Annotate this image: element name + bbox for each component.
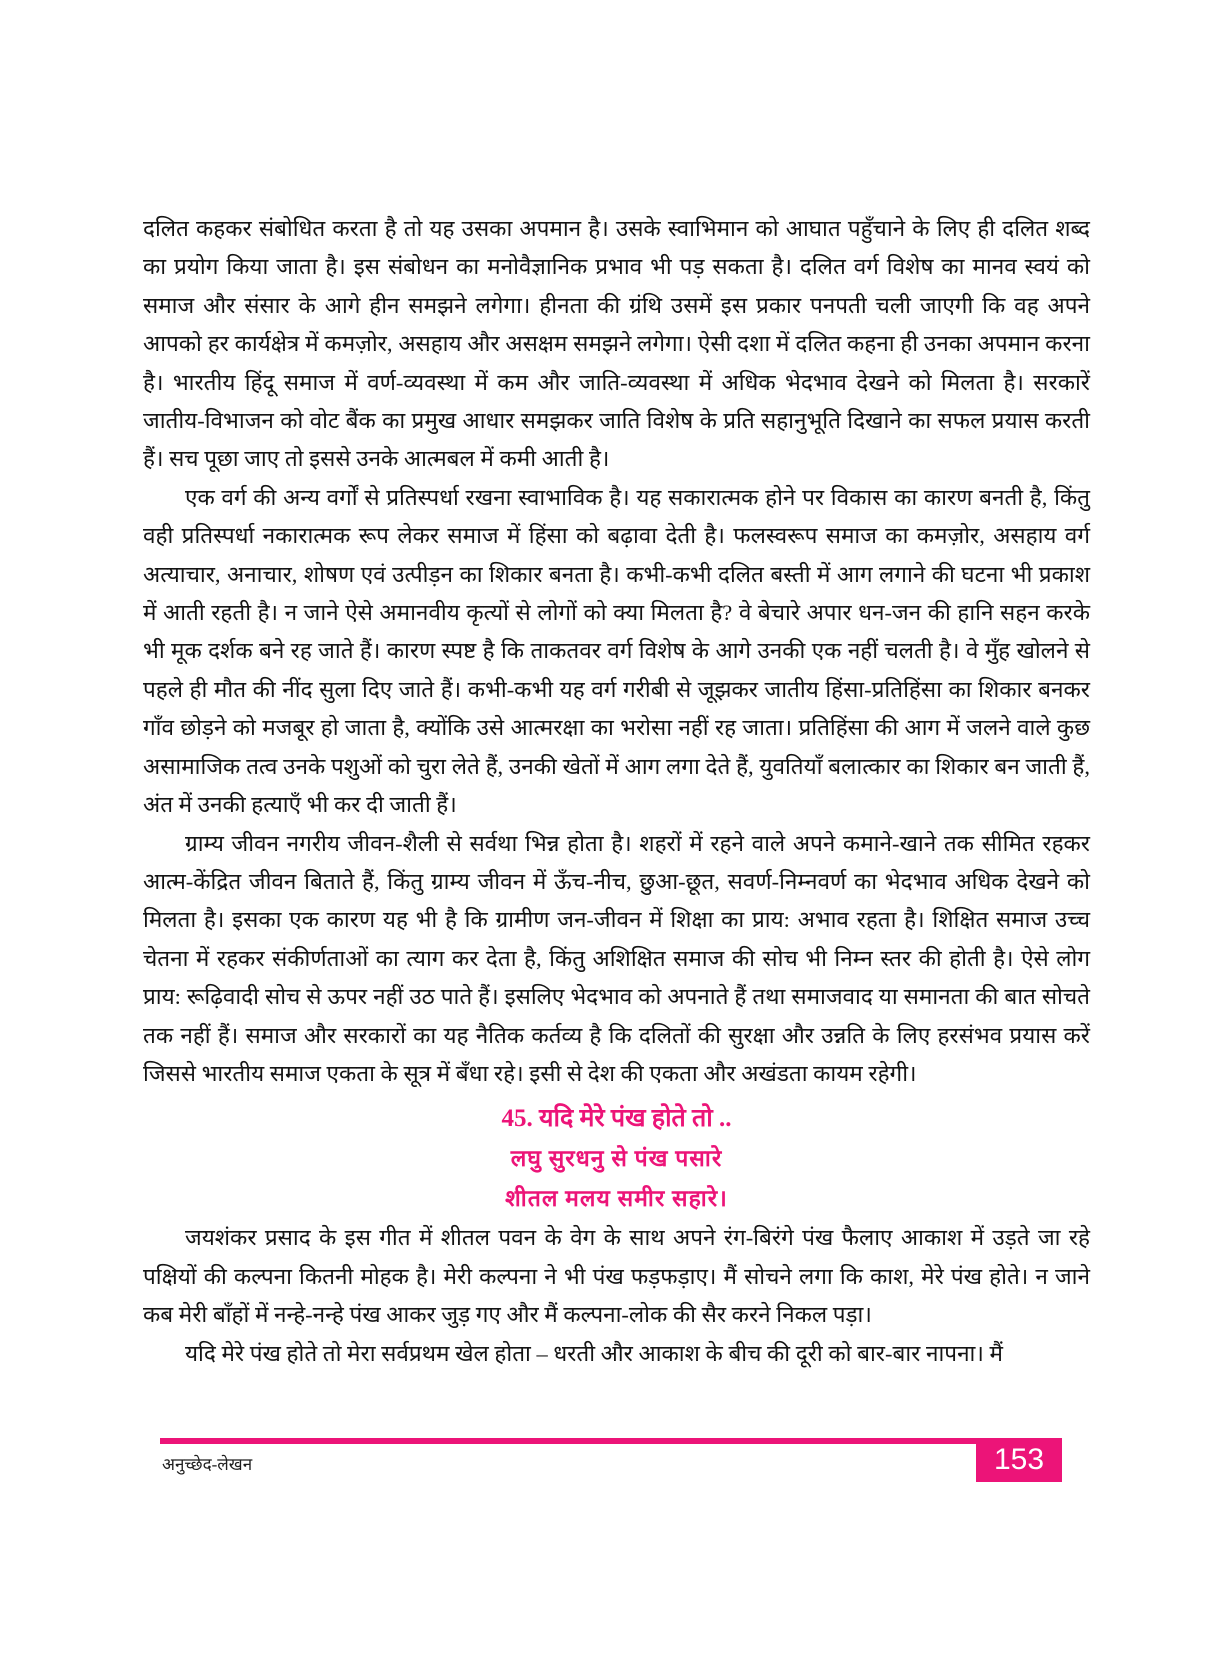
paragraph-jaishankar-prasad: जयशंकर प्रसाद के इस गीत में शीतल पवन के वेग के साथ अपने रंग-बिरंगे पंख फैलाए आकाश में उड़ते जा रहे पक्षियों की कल्पना कितनी मोहक है। मेरी कल्पना ने भी पंख फड़फड़ाए। मैं सोचने लगा कि काश, मेरे पंख होते। न जाने कब मेरी बाँहों में नन्हे-नन्हे पंख आकर जुड़ गए और मैं कल्पना-लोक की सैर करने निकल पड़ा।	[143, 1225, 1090, 1328]
footer-divider-rule	[160, 1438, 977, 1444]
section-heading: 45. यदि मेरे पंख होते तो ..	[501, 1105, 732, 1133]
paragraph-if-i-had-wings: यदि मेरे पंख होते तो मेरा सर्वप्रथम खेल होता – धरती और आकाश के बीच की दूरी को बार-बार नापना। मैं	[185, 1340, 1003, 1366]
verse-line-2: शीतल मलय समीर सहारे।	[505, 1186, 728, 1212]
paragraph-village-life: ग्राम्य जीवन नगरीय जीवन-शैली से सर्वथा भिन्न होता है। शहरों में रहने वाले अपने कमाने-खाने तक सीमित रहकर आत्म-केंद्रित जीवन बिताते हैं, किंतु ग्राम्य जीवन में ऊँच-नीच, छुआ-छूत, सवर्ण-निम्नवर्ण का भेदभाव अधिक देखने को मिलता है। इसका एक कारण यह भी है कि ग्रामीण जन-जीवन में शिक्षा का प्राय: अभाव रहता है। शिक्षित समाज उच्च चेतना में रहकर संकीर्णताओं का त्याग कर देता है, किंतु अशिक्षित समाज की सोच भी निम्न स्तर की होती है। ऐसे लोग प्राय: रूढ़िवादी सोच से ऊपर नहीं उठ पाते हैं। इसलिए भेदभाव को अपनाते हैं तथा समाजवाद या समानता की बात सोचते तक नहीं हैं। समाज और सरकारों का यह नैतिक कर्तव्य है कि दलितों की सुरक्षा और उन्नति के लिए हरसंभव प्रयास करें जिससे भारतीय समाज एकता के सूत्र में बँधा रहे। इसी से देश की एकता और अखंडता कायम रहेगी।	[143, 830, 1090, 1086]
footer-section-label: अनुच्छेद-लेखन	[162, 1455, 253, 1474]
paragraph-competition: एक वर्ग की अन्य वर्गों से प्रतिस्पर्धा रखना स्वाभाविक है। यह सकारात्मक होने पर विकास का कारण बनती है, किंतु वही प्रतिस्पर्धा नकारात्मक रूप लेकर समाज में हिंसा को बढ़ावा देती है। फलस्वरूप समाज का कमज़ोर, असहाय वर्ग अत्याचार, अनाचार, शोषण एवं उत्पीड़न का शिकार बनता है। कभी-कभी दलित बस्ती में आग लगाने की घटना भी प्रकाश में आती रहती है। न जाने ऐसे अमानवीय कृत्यों से लोगों को क्या मिलता है? वे बेचारे अपार धन-जन की हानि सहन करके भी मूक दर्शक बने रह जाते हैं। कारण स्पष्ट है कि ताकतवर वर्ग विशेष के आगे उनकी एक नहीं चलती है। वे मुँह खोलने से पहले ही मौत की नींद सुला दिए जाते हैं। कभी-कभी यह वर्ग गरीबी से जूझकर जातीय हिंसा-प्रतिहिंसा का शिकार बनकर गाँव छोड़ने को मजबूर हो जाता है, क्योंकि उसे आत्मरक्षा का भरोसा नहीं रह जाता। प्रतिहिंसा की आग में जलने वाले कुछ असामाजिक तत्व उनके पशुओं को चुरा लेते हैं, उनकी खेतों में आग लगा देते हैं, युवतियाँ बलात्कार का शिकार बन जाती हैं, अंत में उनकी हत्याएँ भी कर दी जाती हैं।	[143, 484, 1090, 818]
verse-line-1: लघु सुरधनु से पंख पसारे	[510, 1146, 723, 1172]
page-number-badge: 153	[976, 1438, 1062, 1482]
page-content	[143, 210, 1090, 1373]
paragraph-dalit-continuation: दलित कहकर संबोधित करता है तो यह उसका अपमान है। उसके स्वाभिमान को आघात पहुँचाने के लिए ही दलित शब्द का प्रयोग किया जाता है। इस संबोधन का मनोवैज्ञानिक प्रभाव भी पड़ सकता है। दलित वर्ग विशेष का मानव स्वयं को समाज और संसार के आगे हीन समझने लगेगा। हीनता की ग्रंथि उसमें इस प्रकार पनपती चली जाएगी कि वह अपने आपको हर कार्यक्षेत्र में कमज़ोर, असहाय और असक्षम समझने लगेगा। ऐसी दशा में दलित कहना ही उनका अपमान करना है। भारतीय हिंदू समाज में वर्ण-व्यवस्था में कम और जाति-व्यवस्था में अधिक भेदभाव देखने को मिलता है। सरकारें जातीय-विभाजन को वोट बैंक का प्रमुख आधार समझकर जाति विशेष के प्रति सहानुभूति दिखाने का सफल प्रयास करती हैं। सच पूछा जाए तो इससे उनके आत्मबल में कमी आती है।	[143, 216, 1090, 472]
